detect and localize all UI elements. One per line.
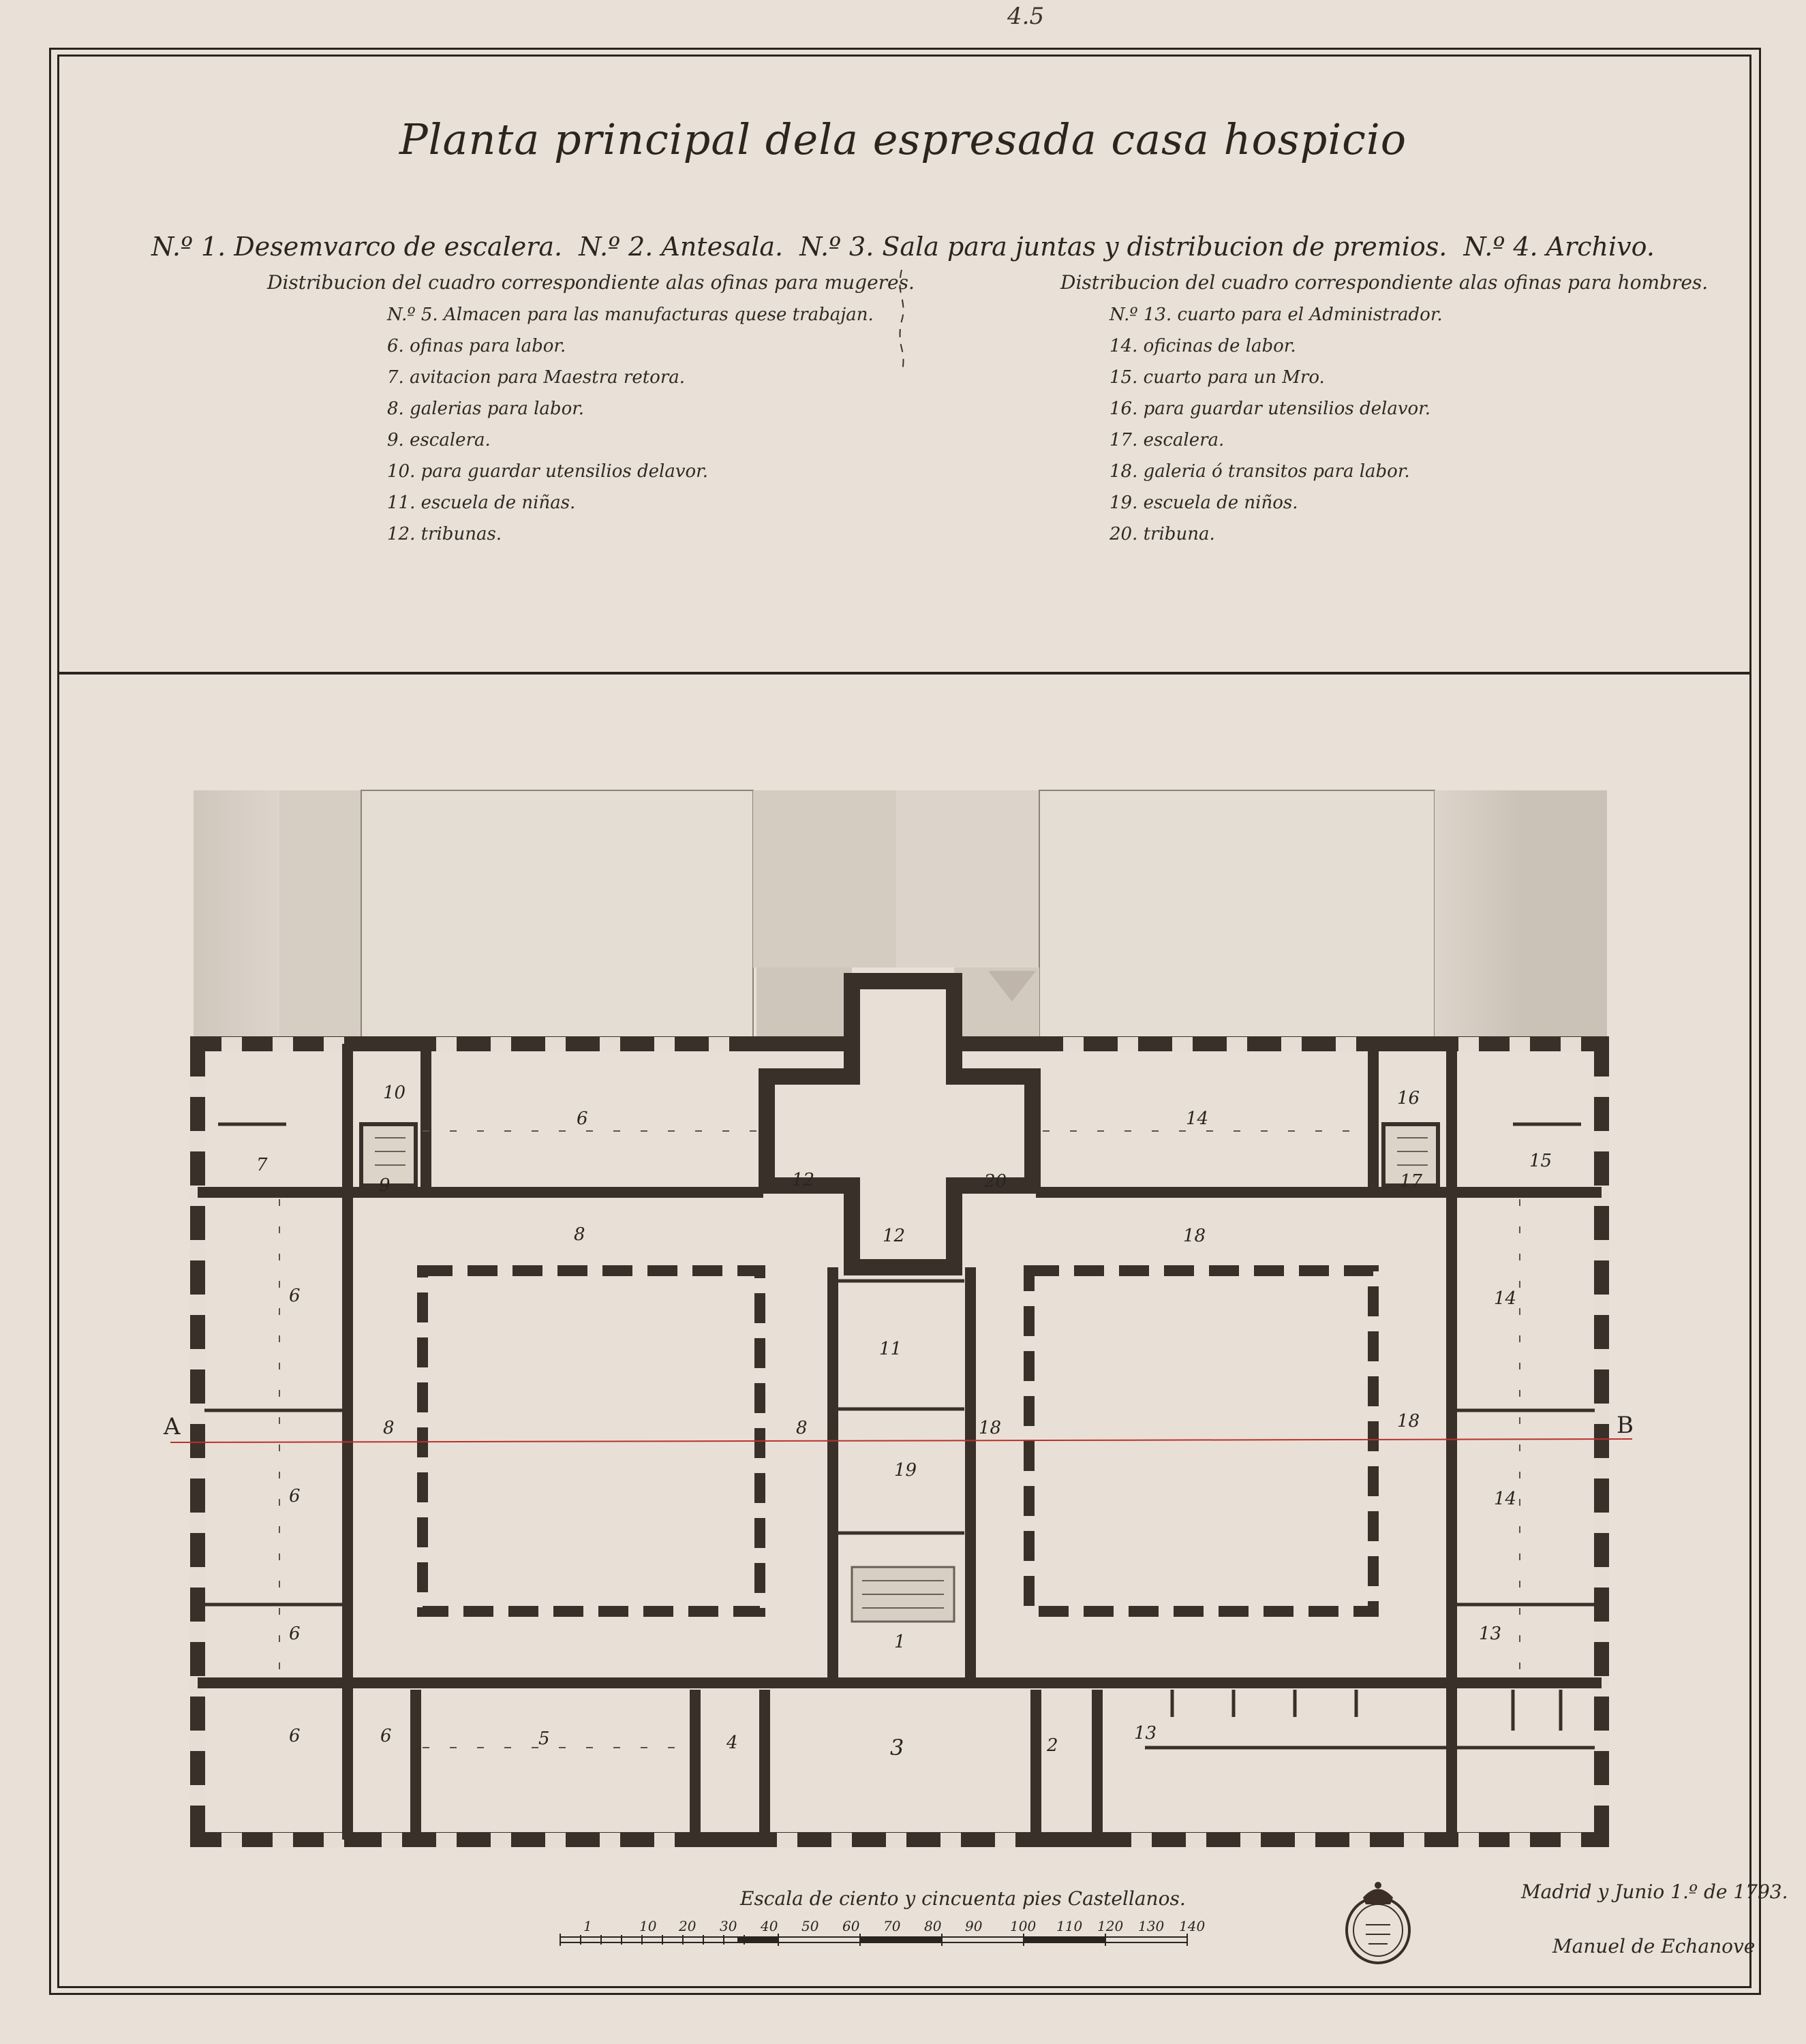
scale-tick-label: 120 bbox=[1097, 1918, 1124, 1934]
plan-title: Planta principal dela espresada casa hospicio bbox=[399, 114, 1407, 164]
room-label: 18 bbox=[1397, 1411, 1420, 1431]
women-legend-item: 7. avitacion para Maestra retora. bbox=[387, 367, 686, 388]
signature: Manuel de Echanove bbox=[1552, 1935, 1756, 1957]
room-label: 14 bbox=[1186, 1109, 1209, 1129]
room-label: 5 bbox=[538, 1729, 550, 1749]
room-label: 20 bbox=[984, 1171, 1007, 1192]
scale-bar bbox=[560, 1918, 1205, 1946]
room-label: 2 bbox=[1047, 1735, 1058, 1756]
room-label: 8 bbox=[574, 1224, 585, 1245]
scale-tick-label: 100 bbox=[1010, 1918, 1037, 1934]
scale-tick-label: 60 bbox=[842, 1918, 860, 1934]
page-number: 4.5 bbox=[1007, 3, 1045, 30]
scale-tick-label: 130 bbox=[1138, 1918, 1165, 1934]
room-label: 14 bbox=[1494, 1288, 1517, 1309]
room-label: 6 bbox=[380, 1726, 392, 1746]
legend-item-1: N.º 1. Desemvarco de escalera. bbox=[151, 232, 563, 262]
scale-tick-label: 50 bbox=[801, 1918, 819, 1934]
room-label: 12 bbox=[883, 1226, 906, 1246]
scale-tick-label: 30 bbox=[720, 1918, 737, 1934]
women-legend-item: 11. escuela de niñas. bbox=[387, 493, 576, 513]
room-label: 18 bbox=[979, 1418, 1002, 1438]
women-legend-item: N.º 5. Almacen para las manufacturas quese trabajan. bbox=[387, 305, 874, 325]
scale-title: Escala de ciento y cincuenta pies Castellanos. bbox=[740, 1887, 1186, 1910]
men-legend-item: 18. galeria ó transitos para labor. bbox=[1109, 461, 1410, 482]
men-legend-item: 19. escuela de niños. bbox=[1109, 493, 1298, 513]
scale-tick-label: 1 bbox=[583, 1918, 592, 1934]
women-legend-item: 8. galerias para labor. bbox=[387, 399, 585, 419]
room-label: 13 bbox=[1479, 1624, 1502, 1644]
scale-tick-label: 140 bbox=[1179, 1918, 1206, 1934]
room-label: 6 bbox=[289, 1624, 301, 1644]
room-label: 4 bbox=[726, 1733, 738, 1753]
room-label: 8 bbox=[383, 1418, 395, 1438]
scale-tick-label: 90 bbox=[965, 1918, 983, 1934]
men-legend-item: 17. escalera. bbox=[1109, 430, 1225, 450]
building-walls bbox=[190, 981, 1609, 1848]
section-label-b: B bbox=[1617, 1412, 1634, 1439]
room-label: 11 bbox=[879, 1339, 902, 1359]
women-legend-item: 12. tribunas. bbox=[387, 524, 502, 544]
scale-tick-label: 80 bbox=[924, 1918, 942, 1934]
men-legend-item: N.º 13. cuarto para el Administrador. bbox=[1109, 305, 1443, 325]
room-label: 13 bbox=[1134, 1723, 1157, 1744]
room-label: 8 bbox=[796, 1418, 808, 1438]
men-legend-item: 16. para guardar utensilios delavor. bbox=[1109, 399, 1431, 419]
men-legend-item: 14. oficinas de labor. bbox=[1109, 336, 1296, 356]
seal-stamp-icon bbox=[1336, 1877, 1424, 1966]
room-label: 12 bbox=[792, 1170, 815, 1190]
scale-tick-label: 40 bbox=[761, 1918, 778, 1934]
women-legend-item: 9. escalera. bbox=[387, 430, 491, 450]
room-label: 3 bbox=[890, 1735, 904, 1761]
scale-tick-label: 10 bbox=[639, 1918, 657, 1934]
room-label: 6 bbox=[577, 1109, 588, 1129]
legend-item-4: N.º 4. Archivo. bbox=[1463, 232, 1655, 262]
room-label: 15 bbox=[1529, 1151, 1552, 1171]
scale-tick-label: 70 bbox=[883, 1918, 901, 1934]
room-label: 19 bbox=[894, 1460, 917, 1481]
men-legend-item: 15. cuarto para un Mro. bbox=[1109, 367, 1325, 388]
room-label: 16 bbox=[1397, 1088, 1420, 1109]
legend-item-3: N.º 3. Sala para juntas y distribucion de premios. bbox=[799, 232, 1448, 262]
room-label: 17 bbox=[1400, 1171, 1423, 1192]
room-label: 18 bbox=[1183, 1226, 1206, 1246]
legend-item-2: N.º 2. Antesala. bbox=[579, 232, 784, 262]
scale-tick-label: 110 bbox=[1056, 1918, 1083, 1934]
room-label: 10 bbox=[383, 1083, 406, 1103]
women-legend-item: 6. ofinas para labor. bbox=[387, 336, 566, 356]
men-legend-title: Distribucion del cuadro correspondiente alas ofinas para hombres. bbox=[1060, 271, 1709, 294]
section-label-a: A bbox=[164, 1413, 181, 1440]
room-label: 6 bbox=[289, 1286, 301, 1306]
scale-tick-label: 20 bbox=[679, 1918, 697, 1934]
women-legend-item: 10. para guardar utensilios delavor. bbox=[387, 461, 709, 482]
room-label: 6 bbox=[289, 1726, 301, 1746]
room-label: 1 bbox=[894, 1632, 906, 1652]
room-label: 7 bbox=[256, 1155, 268, 1175]
men-legend-item: 20. tribuna. bbox=[1109, 524, 1215, 544]
women-legend-title: Distribucion del cuadro correspondiente alas ofinas para mugeres. bbox=[267, 271, 915, 294]
room-label: 9 bbox=[379, 1175, 391, 1196]
place-date: Madrid y Junio 1.º de 1793. bbox=[1521, 1880, 1788, 1903]
room-label: 6 bbox=[289, 1486, 301, 1506]
room-label: 14 bbox=[1494, 1489, 1517, 1509]
